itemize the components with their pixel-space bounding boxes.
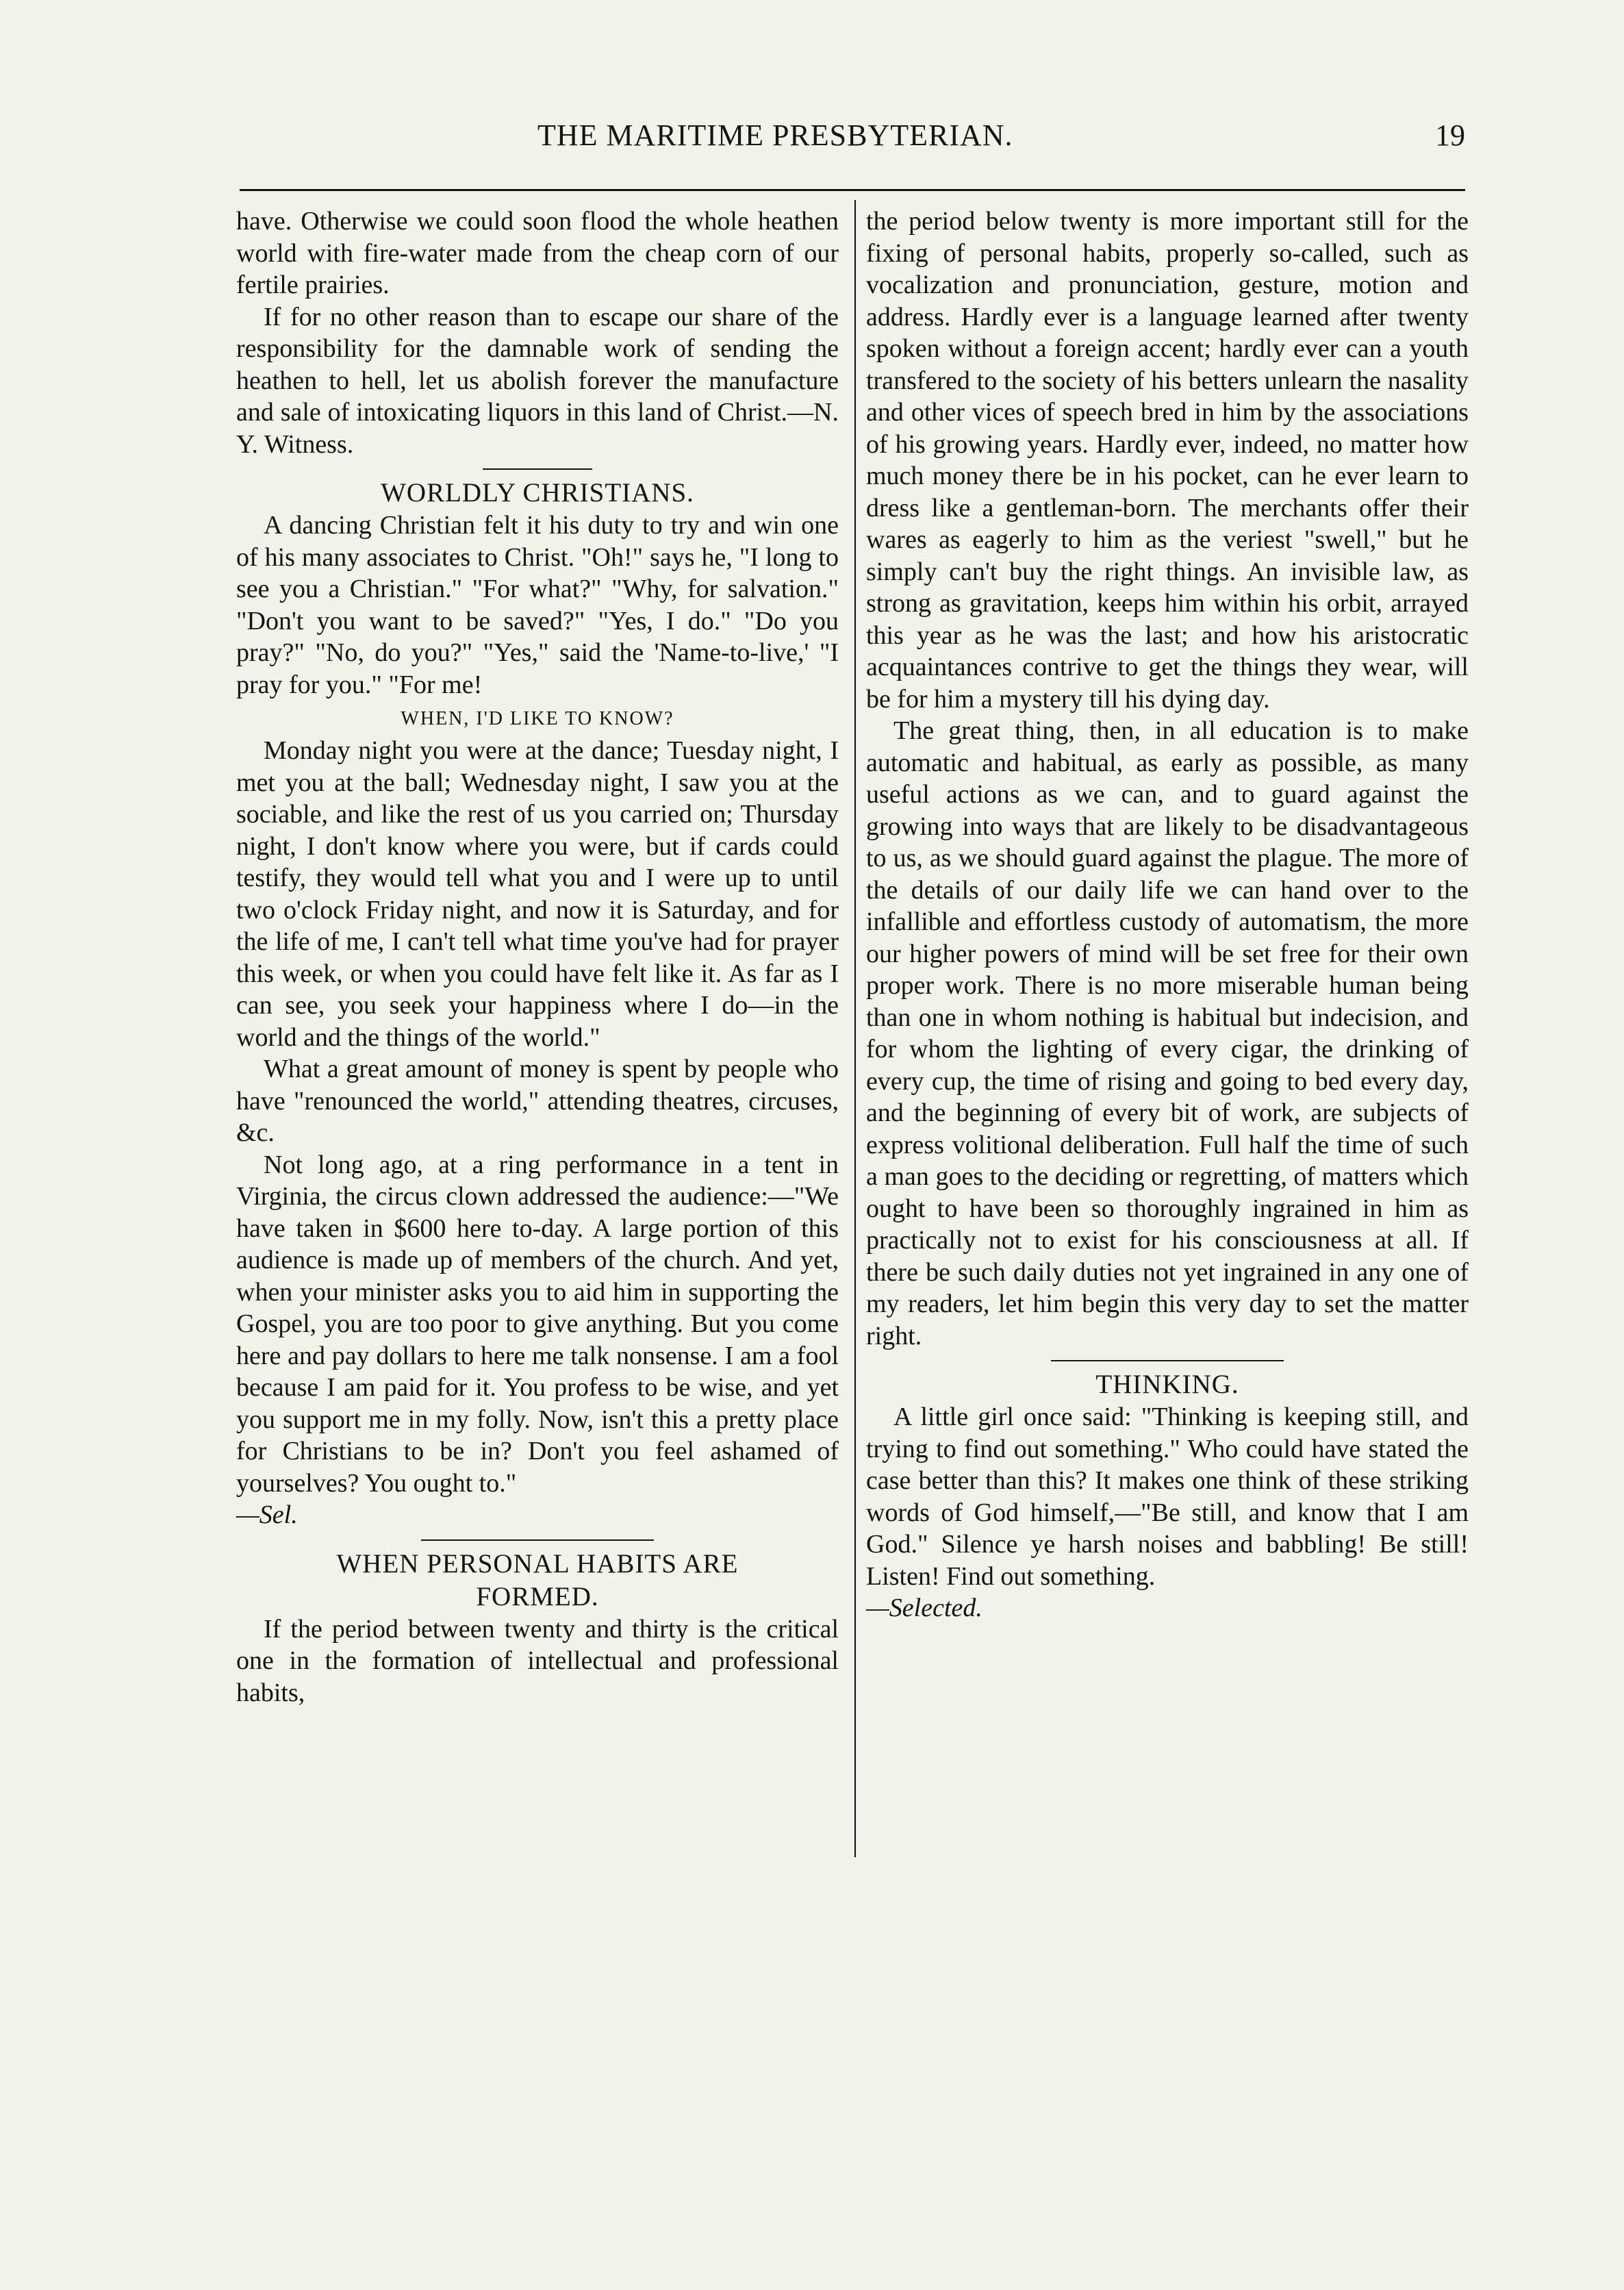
subheading-when-id-like-to-know: WHEN, I'D LIKE TO KNOW?	[401, 708, 674, 729]
source-sel: —Sel.	[236, 1500, 298, 1529]
section-heading-personal-habits	[236, 1548, 839, 1613]
source-attribution	[236, 1499, 839, 1531]
paragraph: If for no other reason than to escape our share of the responsibility for the damnable work of sending the heathen to hell, let us abolish forever the manufacture and sale of intoxicating liquors in this land of Christ.—N. Y. Witness.	[236, 302, 839, 459]
source-selected: —Selected.	[866, 1594, 982, 1622]
left-column	[236, 205, 839, 1709]
section-rule	[421, 1539, 654, 1541]
paragraph: Not long ago, at a ring performance in a tent in Virginia, the circus clown addressed the audience:—"We have taken in $600 here to-day. A large portion of this audience is made up of members of the church. And yet, when your minister asks you to aid him in supporting the Gospel, you are too poor to give anything. But you come here and pay dollars to here me talk nonsense. I am a fool because I am paid for it. You profess to be wise, and yet you support me in my folly. Now, isn't this a pretty place for Christians to be in? Don't you feel ashamed of yourselves? You ought to."	[236, 1150, 839, 1498]
paragraph: have. Otherwise we could soon flood the whole heathen world with fire-water made from the cheap corn of our fertile prairies.	[236, 207, 839, 299]
paragraph: The great thing, then, in all education is to make automatic and habitual, as early as possible, as many useful actions as we can, and to guard against the growing into ways that are likely to be disadvantageous to us, as we should guard against the plague. The more of the details of our daily life we can hand over to the infallible and effortless custody of automatism, the more our higher powers of mind will be set free for their own proper work. There is no more miserable human being than one in whom nothing is habitual but indecision, and for whom the lighting of every cigar, the drinking of every cup, the time of rising and going to bed every day, and the beginning of every bit of work, are subjects of express volitional deliberation. Full half the time of such a man goes to the deciding or regretting, of matters which ought to have been so thoroughly ingrained in him as practically not to exist for his consciousness at all. If there be such daily duties not yet ingrained in any one of my readers, let him begin this very day to set the matter right.	[866, 716, 1469, 1350]
page-header	[240, 118, 1465, 166]
header-rule	[240, 189, 1465, 191]
page-number: 19	[1435, 118, 1465, 152]
paragraph: What a great amount of money is spent by people who have "renounced the world," attending theatres, circuses, &c.	[236, 1055, 839, 1147]
paragraph: A little girl once said: "Thinking is keeping still, and trying to find out something." Who could have stated the case better than this? It makes one think of these striking words of God himself,—"Be still, and know that I am God." Silence ye harsh noises and babbling! Be still! Listen! Find out something.	[866, 1402, 1469, 1591]
column-divider	[854, 200, 856, 1857]
section-heading-worldly-christians: WORLDLY CHRISTIANS.	[381, 478, 694, 507]
section-heading-thinking: THINKING.	[1095, 1370, 1239, 1399]
paragraph: If the period between twenty and thirty is the critical one in the formation of intellectual and professional habits,	[236, 1614, 839, 1707]
section-rule	[1051, 1360, 1284, 1361]
paragraph: Monday night you were at the dance; Tuesday night, I met you at the ball; Wednesday night, I saw you at the sociable, and like the rest of us you carried on; Thursday night, I don't know where you were, but if cards could testify, they would tell what you and I were up to until two o'clock Friday night, and now it is Saturday, and for the life of me, I can't tell what time you've had for prayer this week, or when you could have felt like it. As far as I can see, you seek your happiness where I do—in the world and the things of the world."	[236, 736, 839, 1052]
heading-line: WHEN PERSONAL HABITS ARE	[336, 1548, 739, 1578]
paragraph: the period below twenty is more important still for the fixing of personal habits, properly so-called, such as vocalization and pronunciation, gesture, motion and address. Hardly ever is a language learned after twenty spoken without a foreign accent; hardly ever can a youth transfered to the society of his betters unlearn the nasality and other vices of speech bred in him by the associations of his growing years. Hardly ever, indeed, no matter how much money there be in his pocket, can he ever learn to dress like a gentleman-born. The merchants offer their wares as eagerly to him as the veriest "swell," but he simply can't buy the right things. An invisible law, as strong as gravitation, keeps him within his orbit, arrayed this year as he was the last; and how his aristocratic acquaintances contrive to get the things they wear, will be for him a mystery till his dying day.	[866, 207, 1469, 714]
source-attribution	[866, 1592, 1469, 1624]
running-title: THE MARITIME PRESBYTERIAN.	[537, 118, 1013, 152]
paragraph: A dancing Christian felt it his duty to try and win one of his many associates to Christ. "Oh!" says he, "I long to see you a Christian." "For what?" "Why, for salvation." "Don't you want to be saved?" "Yes, I do." "Do you pray?" "No, do you?" "Yes," said the 'Name-to-live,' "I pray for you." "For me!	[236, 511, 839, 699]
section-rule	[483, 468, 592, 470]
heading-line: FORMED.	[476, 1581, 599, 1611]
right-column	[866, 205, 1469, 1624]
